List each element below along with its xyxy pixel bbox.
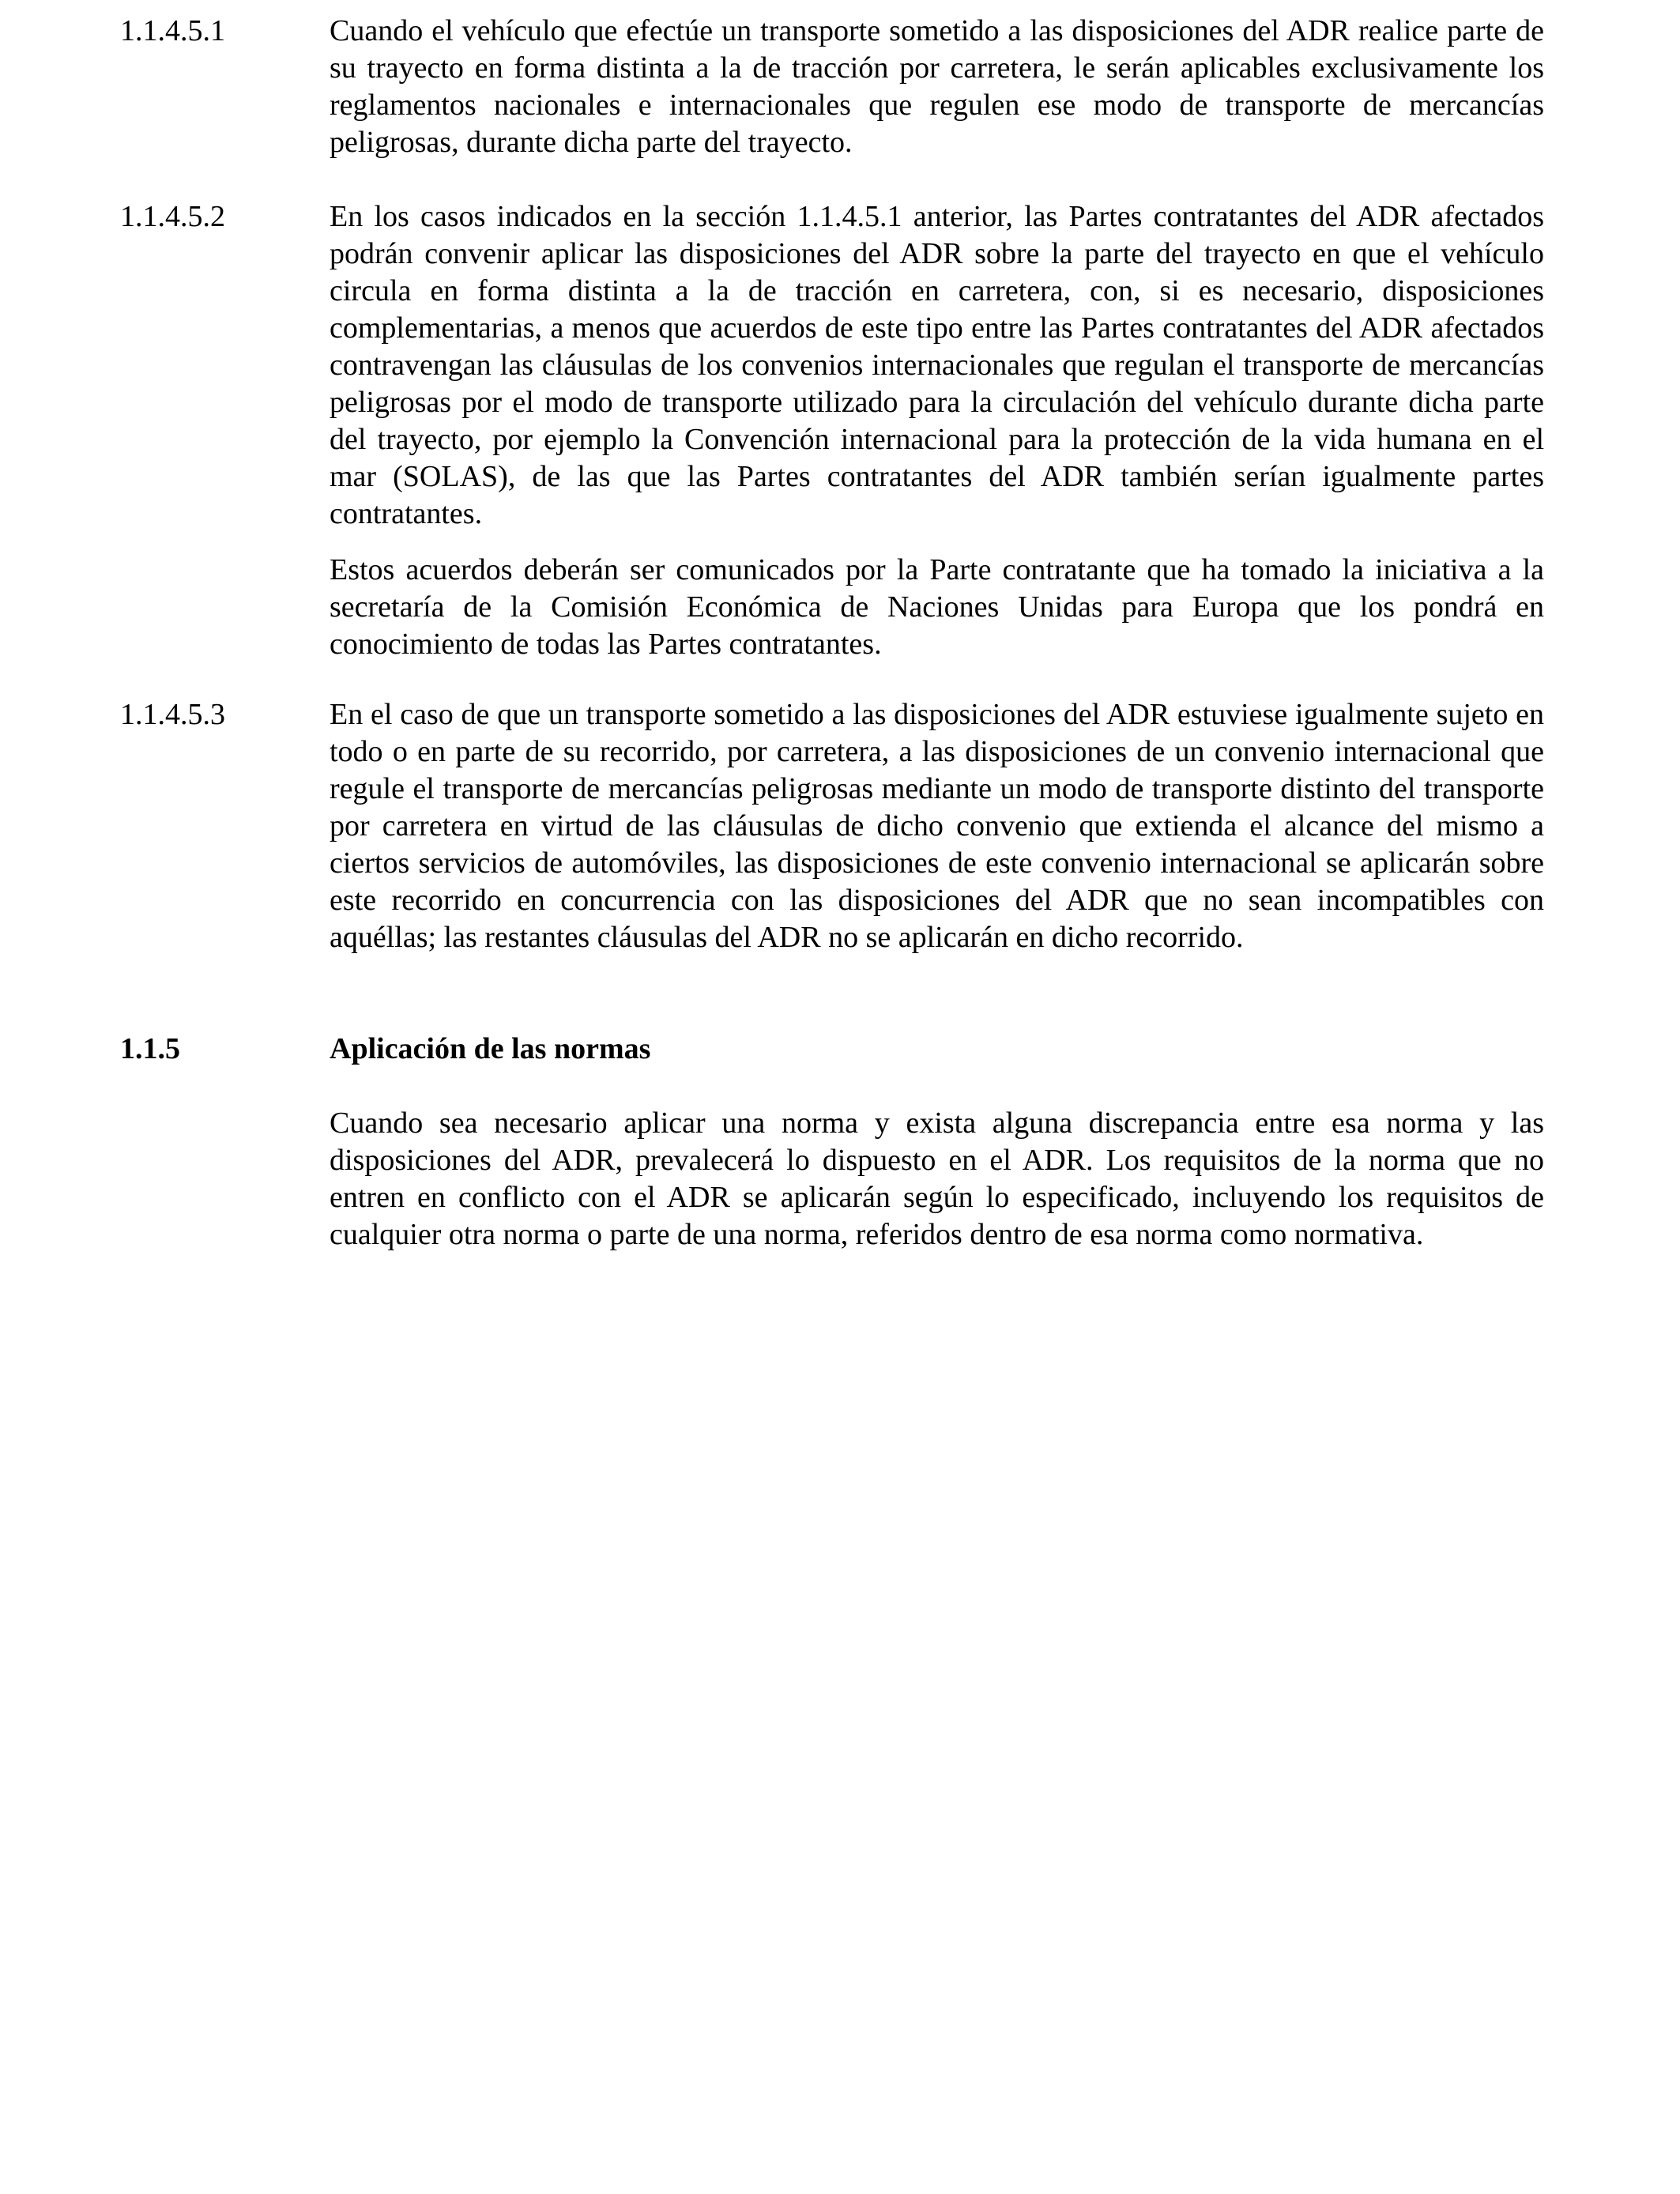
paragraph: Cuando el vehículo que efectúe un transporte sometido a las disposiciones del ADR realice parte de su trayecto en forma distinta a la de tracción por carretera, le serán aplicables exclusivamente los reglamentos nacionales e internacionales que regulen ese modo de transporte de mercancías peligrosas, durante dicha parte del trayecto. <box>330 14 1544 159</box>
section-body <box>330 1105 1544 1253</box>
section-heading: Aplicación de las normas <box>330 1032 651 1065</box>
section-number: 1.1.5 <box>120 1032 180 1065</box>
section-number: 1.1.4.5.2 <box>120 200 225 233</box>
section-body <box>330 198 1544 663</box>
section-body <box>330 13 1544 161</box>
paragraph: Estos acuerdos deberán ser comunicados por la Parte contratante que ha tomado la iniciativa a la secretaría de la Comisión Económica de Naciones Unidas para Europa que los pondrá en conocimiento de todas las Partes contratantes. <box>330 553 1544 661</box>
section-body <box>330 696 1544 956</box>
paragraph: En los casos indicados en la sección 1.1.4.5.1 anterior, las Partes contratantes del ADR afectados podrán convenir aplicar las disposiciones del ADR sobre la parte del trayecto en que el vehículo circula en forma distinta a la de tracción en carretera, con, si es necesario, disposiciones complementarias, a menos que acuerdos de este tipo entre las Partes contratantes del ADR afectados contravengan las cláusulas de los convenios internacionales que regulan el transporte de mercancías peligrosas por el modo de transporte utilizado para la circulación del vehículo durante dicha parte del trayecto, por ejemplo la Convención internacional para la protección de la vida humana en el mar (SOLAS), de las que las Partes contratantes del ADR también serían igualmente partes contratantes. <box>330 200 1544 530</box>
paragraph: En el caso de que un transporte sometido a las disposiciones del ADR estuviese igualmente sujeto en todo o en parte de su recorrido, por carretera, a las disposiciones de un convenio internacional que regule el transporte de mercancías peligrosas mediante un modo de transporte distinto del transporte por carretera en virtud de las cláusulas de dicho convenio que extienda el alcance del mismo a ciertos servicios de automóviles, las disposiciones de este convenio internacional se aplicarán sobre este recorrido en concurrencia con las disposiciones del ADR que no sean incompatibles con aquéllas; las restantes cláusulas del ADR no se aplicarán en dicho recorrido. <box>330 698 1544 954</box>
section-number: 1.1.4.5.1 <box>120 14 225 47</box>
section-number: 1.1.4.5.3 <box>120 698 225 731</box>
paragraph: Cuando sea necesario aplicar una norma y exista alguna discrepancia entre esa norma y las disposiciones del ADR, prevalecerá lo dispuesto en el ADR. Los requisitos de la norma que no entren en conflicto con el ADR se aplicarán según lo especificado, incluyendo los requisitos de cualquier otra norma o parte de una norma, referidos dentro de esa norma como normativa. <box>330 1106 1544 1251</box>
